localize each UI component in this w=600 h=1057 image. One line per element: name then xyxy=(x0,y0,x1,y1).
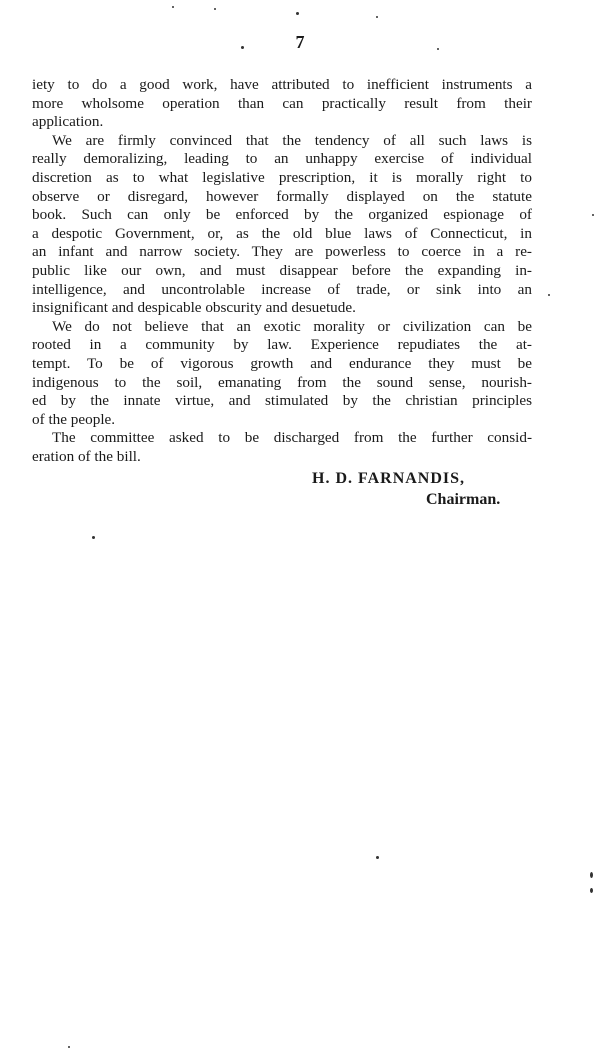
body-text xyxy=(32,76,532,466)
text-line: of the people. xyxy=(32,410,116,428)
text-line: insignificant and despicable obscurity and desuetude. xyxy=(32,299,356,317)
text-line: We are firmly convinced that the tendency of all such laws is xyxy=(52,131,532,149)
scan-speck xyxy=(68,1046,70,1048)
signatory-name: H. D. FARNANDIS, xyxy=(312,470,466,487)
text-line: ed by the innate virtue, and stimulated by the christian principles xyxy=(32,392,532,410)
text-line: observe or disregard, however formally displayed on the statute xyxy=(32,187,532,205)
text-line: indigenous to the soil, emanating from the sound sense, nourish- xyxy=(32,373,532,391)
scan-speck xyxy=(172,6,174,8)
scan-speck xyxy=(214,8,216,10)
text-line: tempt. To be of vigorous growth and endurance they must be xyxy=(32,354,532,372)
scan-speck xyxy=(592,214,594,216)
text-line: The committee asked to be discharged from the further consid- xyxy=(52,429,532,447)
scan-speck xyxy=(437,48,439,50)
text-line: application. xyxy=(32,113,104,131)
text-line: rooted in a community by law. Experience repudiates the at- xyxy=(32,336,532,354)
text-line: intelligence, and uncontrolable increase of trade, or sink into an xyxy=(32,280,532,298)
scan-speck xyxy=(590,872,593,878)
scan-speck xyxy=(296,12,299,15)
scan-speck xyxy=(548,294,550,296)
text-line: public like our own, and must disappear before the expanding in- xyxy=(32,261,532,279)
text-line: a despotic Government, or, as the old blue laws of Connecticut, in xyxy=(32,224,532,242)
text-line: discretion as to what legislative prescription, it is morally right to xyxy=(32,168,532,186)
text-line: more wholsome operation than can practically result from their xyxy=(32,94,532,112)
text-line: really demoralizing, leading to an unhappy exercise of individual xyxy=(32,150,532,168)
page-number: 7 xyxy=(295,32,305,52)
text-line: eration of the bill. xyxy=(32,447,141,465)
scan-speck xyxy=(376,856,379,859)
text-line: an infant and narrow society. They are powerless to coerce in a re- xyxy=(32,243,532,261)
text-line: We do not believe that an exotic morality or civilization can be xyxy=(52,317,532,335)
scan-speck xyxy=(590,888,593,893)
text-line: iety to do a good work, have attributed to inefficient instruments a xyxy=(32,76,532,93)
signature-block xyxy=(312,468,512,510)
scan-speck xyxy=(376,16,378,18)
text-line: book. Such can only be enforced by the organized espionage of xyxy=(32,206,532,224)
signatory-title: Chairman. xyxy=(426,491,501,508)
scan-speck xyxy=(92,536,95,539)
scan-speck xyxy=(241,46,244,49)
